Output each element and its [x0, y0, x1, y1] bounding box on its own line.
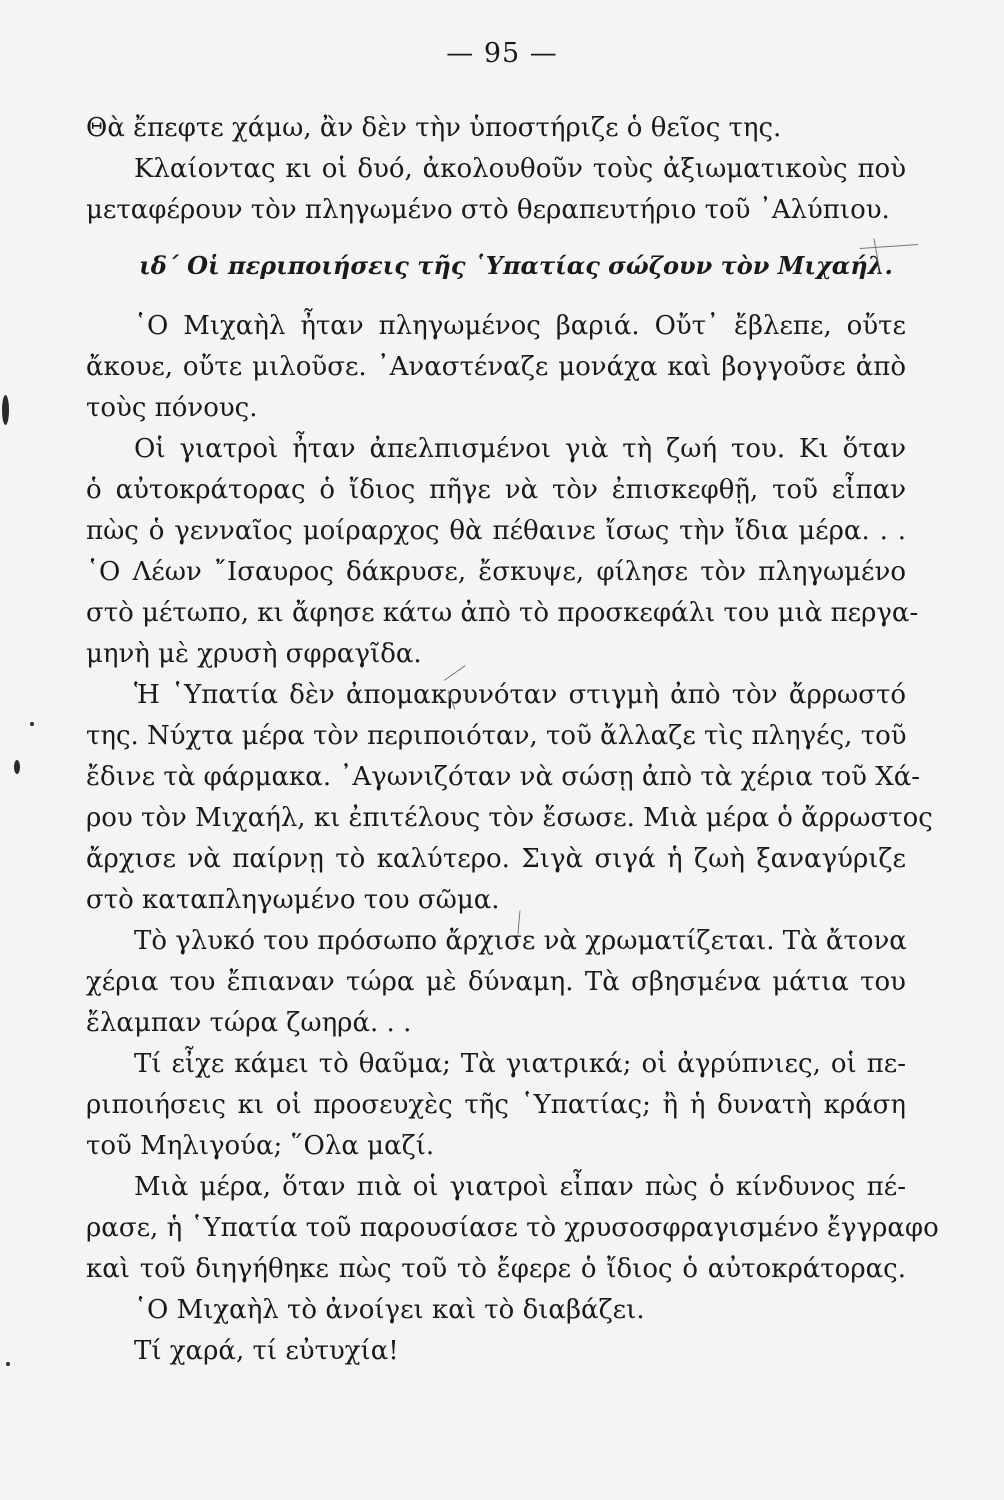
ink-smudge [14, 760, 20, 774]
text-line: ἔδινε τὰ φάρμακα. ᾿Αγωνιζόταν νὰ σώσῃ ἀπὸ τὰ χέρια τοῦ Χά- [86, 762, 921, 792]
page-number: — 95 — [446, 38, 558, 69]
text-line: ριποιήσεις κι οἱ προσευχὲς τῆς ῾Υπατίας; ἢ ἡ δυνατὴ κράση [86, 1090, 906, 1120]
text-line: Ἡ ῾Υπατία δὲν ἀπομακρυνόταν στιγμὴ ἀπὸ τὸν ἄρρωστό [134, 680, 906, 710]
text-line: Μιὰ μέρα, ὅταν πιὰ οἱ γιατροὶ εἶπαν πὼς ὁ κίνδυνος πέ- [134, 1172, 906, 1202]
text-line: χέρια του ἔπιαναν τώρα μὲ δύναμη. Τὰ σβησμένα μάτια του [86, 967, 906, 997]
ink-smudge [2, 395, 9, 425]
text-line: ρασε, ἡ ῾Υπατία τοῦ παρουσίασε τὸ χρυσοσφραγισμένο ἔγγραφο [86, 1213, 939, 1243]
text-line: Θὰ ἔπεφτε χάμω, ἂν δὲν τὴν ὑποστήριζε ὁ θεῖος της. [86, 113, 782, 143]
text-line: Τί χαρά, τί εὐτυχία! [134, 1336, 399, 1366]
text-line: ἔλαμπαν τώρα ζωηρά. . . [86, 1008, 412, 1038]
text-line: μεταφέρουν τὸν πληγωμένο στὸ θεραπευτήριο τοῦ ᾿Αλύπιου. [86, 195, 890, 225]
text-line: ὁ αὐτοκράτορας ὁ ἴδιος πῆγε νὰ τὸν ἐπισκεφθῇ, τοῦ εἶπαν [86, 475, 906, 505]
text-line: καὶ τοῦ διηγήθηκε πὼς τοῦ τὸ ἔφερε ὁ ἴδιος ὁ αὐτοκράτορας. [86, 1254, 906, 1284]
ink-smudge [6, 1362, 10, 1366]
text-line: Τὸ γλυκό του πρόσωπο ἄρχισε νὰ χρωματίζεται. Τὰ ἄτονα [134, 926, 907, 956]
ink-smudge [30, 722, 34, 726]
text-line: Οἱ γιατροὶ ἦταν ἀπελπισμένοι γιὰ τὴ ζωή του. Κι ὅταν [134, 434, 906, 464]
text-line: στὸ καταπληγωμένο του σῶμα. [86, 885, 500, 915]
text-line: στὸ μέτωπο, κι ἄφησε κάτω ἀπὸ τὸ προσκεφάλι του μιὰ περγα- [86, 598, 919, 628]
text-line: μηνὴ μὲ χρυσὴ σφραγῖδα. [86, 639, 422, 669]
text-line: Κλαίοντας κι οἱ δυό, ἀκολουθοῦν τοὺς ἀξιωματικοὺς ποὺ [134, 154, 906, 184]
text-line: πὼς ὁ γενναῖος μοίραρχος θὰ πέθαινε ἴσως τὴν ἴδια μέρα. . . [86, 516, 906, 546]
chapter-heading: ιδ΄ Οἱ περιποιήσεις τῆς ῾Υπατίας σώζουν τὸν Μιχαήλ. [139, 251, 893, 280]
text-line: ἄρχισε νὰ παίρνῃ τὸ καλύτερο. Σιγὰ σιγά ἡ ζωὴ ξαναγύριζε [86, 844, 906, 874]
text-line: τοῦ Μηλιγούα; ῞Ολα μαζί. [86, 1131, 435, 1161]
text-line: ῾Ο Μιχαὴλ τὸ ἀνοίγει καὶ τὸ διαβάζει. [134, 1295, 645, 1325]
text-line: της. Νύχτα μέρα τὸν περιποιόταν, τοῦ ἄλλαζε τὶς πληγές, τοῦ [86, 721, 907, 751]
text-line: ρου τὸν Μιχαήλ, κι ἐπιτέλους τὸν ἔσωσε. Μιὰ μέρα ὁ ἄρρωστος [86, 803, 933, 833]
text-line: Τί εἶχε κάμει τὸ θαῦμα; Τὰ γιατρικά; οἱ ἀγρύπνιες, οἱ πε- [134, 1049, 906, 1079]
text-line: ῾Ο Μιχαὴλ ἦταν πληγωμένος βαριά. Οὔτ᾿ ἔβλεπε, οὔτε [134, 311, 906, 341]
body-text [86, 108, 939, 1372]
text-line: τοὺς πόνους. [86, 393, 258, 423]
text-line: ἄκουε, οὔτε μιλοῦσε. ᾿Αναστέναζε μονάχα καὶ βογγοῦσε ἀπὸ [86, 352, 906, 382]
text-line: ῾Ο Λέων ῎Ισαυρος δάκρυσε, ἔσκυψε, φίλησε τὸν πληγωμένο [86, 557, 906, 587]
